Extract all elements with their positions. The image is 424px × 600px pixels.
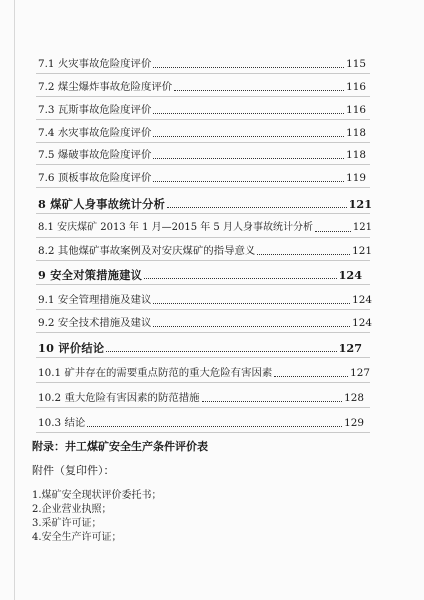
toc-chapter-9: [38, 266, 362, 282]
toc-entry-title: 10.2 重大危险有害因素的防范措施: [38, 392, 200, 404]
dot-leader: [274, 376, 348, 377]
toc-entry-8-1: [38, 219, 372, 235]
attachment-item: 4.安全生产许可证；: [32, 532, 122, 543]
dot-leader: [106, 351, 336, 352]
dot-leader: [153, 181, 344, 182]
toc-entry-title: 7.3 瓦斯事故危险度评价: [38, 104, 152, 116]
toc-entry-title: 8.2 其他煤矿事故案例及对安庆煤矿的指导意义: [38, 245, 256, 257]
toc-entry-page: 118: [346, 149, 366, 161]
row-rule: [36, 407, 370, 408]
row-rule: [36, 119, 370, 120]
dot-leader: [153, 303, 350, 304]
toc-entry-7-1: [38, 55, 366, 71]
row-rule: [36, 309, 370, 310]
toc-entry-page: 124: [352, 294, 372, 306]
toc-chapter-10: [38, 339, 362, 355]
toc-entry-title: 10.3 结论: [38, 417, 86, 429]
toc-entry-page: 127: [350, 367, 370, 379]
row-rule: [36, 382, 370, 383]
attachment-item: 3.采矿许可证；: [32, 518, 102, 529]
row-rule: [36, 357, 370, 358]
toc-entry-page: 116: [346, 81, 366, 93]
dot-leader: [167, 207, 346, 208]
toc-entry-title: 9.1 安全管理措施及建议: [38, 294, 152, 306]
toc-entry-10-3: [38, 414, 364, 430]
row-rule: [36, 96, 370, 97]
toc-entry-9-2: [38, 314, 372, 330]
toc-entry-7-4: [38, 124, 366, 140]
toc-chapter-title: 8 煤矿人身事故统计分析: [38, 197, 166, 211]
toc-entry-page: 115: [346, 58, 366, 70]
toc-entry-title: 7.2 煤尘爆炸事故危险度评价: [38, 81, 173, 93]
toc-entry-page: 118: [346, 127, 366, 139]
toc-chapter-title: 9 安全对策措施建议: [38, 268, 143, 282]
toc-entry-7-6: [38, 169, 366, 185]
row-rule: [36, 332, 370, 333]
dot-leader: [174, 90, 344, 91]
toc-chapter-page: 124: [338, 268, 362, 282]
toc-entry-page: 116: [346, 104, 366, 116]
toc-entry-page: 121: [352, 222, 372, 233]
toc-entry-7-2: [38, 78, 366, 94]
toc-entry-10-1: [38, 364, 370, 380]
dot-leader: [315, 231, 351, 232]
dot-leader: [153, 136, 344, 137]
toc-entry-title: 7.5 爆破事故危险度评价: [38, 149, 152, 161]
toc-entry-title: 7.6 顶板事故危险度评价: [38, 172, 152, 184]
dot-leader: [153, 326, 350, 327]
row-rule: [36, 260, 370, 261]
toc-entry-title: 7.4 水灾事故危险度评价: [38, 127, 152, 139]
row-rule: [36, 237, 370, 238]
toc-entry-page: 119: [346, 172, 366, 184]
row-rule: [36, 142, 370, 143]
toc-entry-page: 121: [352, 245, 372, 257]
toc-entry-page: 124: [352, 317, 372, 329]
toc-chapter-title: 10 评价结论: [38, 341, 105, 355]
toc-entry-title: 10.1 矿井存在的需要重点防范的重大危险有害因素: [38, 367, 273, 379]
toc-chapter-page: 121: [348, 197, 372, 211]
toc-entry-title: 9.2 安全技术措施及建议: [38, 317, 152, 329]
toc-entry-9-1: [38, 291, 372, 307]
toc-entry-8-2: [38, 242, 372, 258]
row-rule: [36, 213, 370, 214]
dot-leader: [144, 278, 336, 279]
attachments-title: 附件（复印件）：: [32, 464, 115, 477]
toc-entry-title: 8.1 安庆煤矿 2013 年 1 月—2015 年 5 月人身事故统计分析: [38, 222, 313, 233]
row-rule: [36, 187, 370, 188]
toc-chapter-page: 127: [338, 341, 362, 355]
appendix-title: 附录：井工煤矿安全生产条件评价表: [32, 440, 208, 453]
attachment-item: 1.煤矿安全现状评价委托书；: [32, 490, 162, 501]
dot-leader: [153, 113, 344, 114]
toc-chapter-8: [38, 195, 372, 211]
dot-leader: [153, 158, 344, 159]
toc-entry-title: 7.1 火灾事故危险度评价: [38, 58, 152, 70]
toc-entry-7-5: [38, 146, 366, 162]
row-rule: [36, 164, 370, 165]
toc-entry-page: 128: [344, 392, 364, 404]
dot-leader: [87, 426, 342, 427]
attachment-item: 2.企业营业执照；: [32, 504, 112, 515]
dot-leader: [153, 67, 344, 68]
row-rule: [36, 432, 370, 433]
dot-leader: [257, 254, 350, 255]
row-rule: [36, 284, 370, 285]
toc-entry-7-3: [38, 101, 366, 117]
dot-leader: [202, 401, 343, 402]
binding-edge: [14, 0, 15, 600]
toc-entry-page: 129: [344, 417, 364, 429]
row-rule: [36, 73, 370, 74]
toc-entry-10-2: [38, 389, 364, 405]
